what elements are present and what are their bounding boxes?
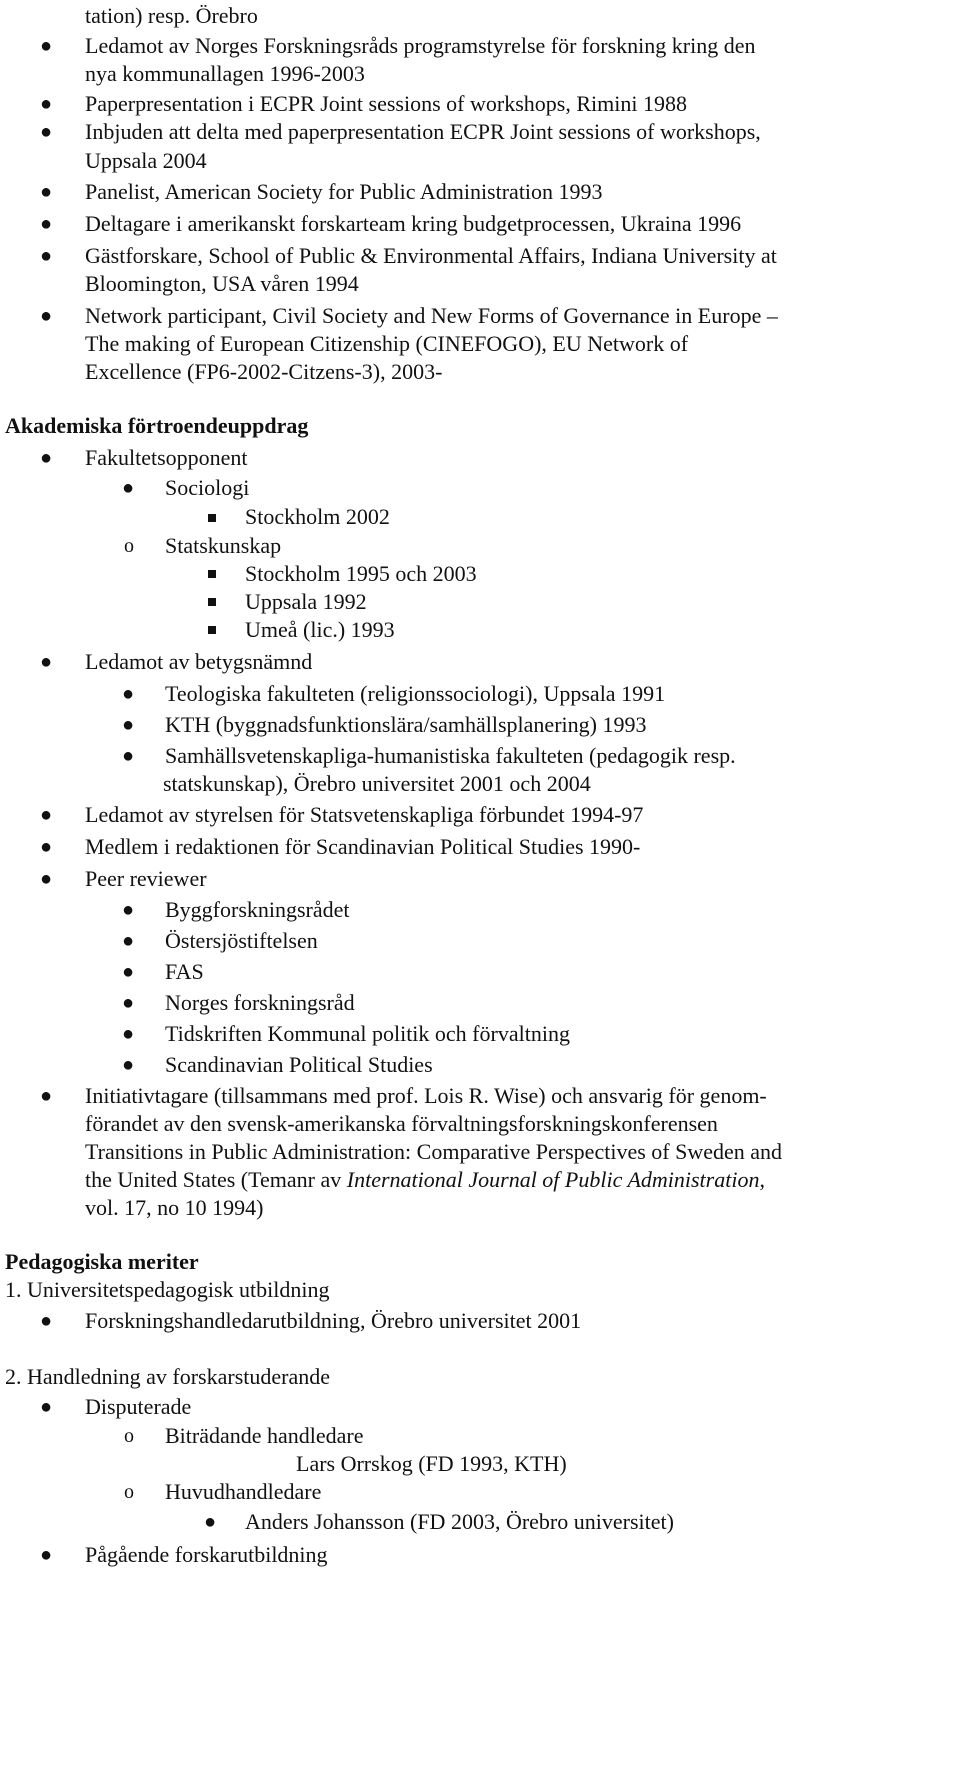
list-item-line: Deltagare i amerikanskt forskarteam kring budgetprocessen, Ukraina 1996 <box>85 211 742 236</box>
list-item-line: KTH (byggnadsfunktionslära/samhällsplanering) 1993 <box>165 712 647 737</box>
journal-title: International Journal of Public Administration <box>346 1167 760 1192</box>
list-item-line: Panelist, American Society for Public Administration 1993 <box>85 179 603 204</box>
square-bullet <box>208 514 216 522</box>
subheading: 1. Universitetspedagogisk utbildning <box>5 1277 330 1302</box>
square-bullet <box>208 598 216 606</box>
bullet: ● <box>40 93 53 115</box>
bullet: ● <box>40 121 53 143</box>
continuation-text: tation) resp. Örebro <box>85 3 258 28</box>
section-heading: Akademiska förtroendeuppdrag <box>5 413 309 438</box>
bullet: ● <box>40 181 53 203</box>
bullet: ● <box>40 447 53 469</box>
list-item-line: Norges forskningsråd <box>165 990 355 1015</box>
list-item-line: Lars Orrskog (FD 1993, KTH) <box>296 1451 567 1476</box>
bullet: ● <box>122 1054 135 1076</box>
list-item-line: Huvudhandledare <box>165 1479 322 1504</box>
bullet: ● <box>122 714 135 736</box>
circle-bullet: o <box>124 1425 134 1447</box>
list-item-line: Gästforskare, School of Public & Environmental Affairs, Indiana University at <box>85 243 777 268</box>
bullet: ● <box>40 245 53 267</box>
list-item-line: Uppsala 2004 <box>85 148 207 173</box>
bullet: ● <box>40 804 53 826</box>
list-item-line: Uppsala 1992 <box>245 589 367 614</box>
list-item-line: The making of European Citizenship (CINEFOGO), EU Network of <box>85 331 689 356</box>
bullet: ● <box>122 961 135 983</box>
bullet: ● <box>40 1085 53 1107</box>
bullet: ● <box>40 1396 53 1418</box>
list-item-line: Transitions in Public Administration: Comparative Perspectives of Sweden and <box>85 1139 783 1164</box>
text-run: , <box>759 1167 765 1192</box>
text-run: the United States (Temanr av <box>85 1167 347 1192</box>
list-item-line: Anders Johansson (FD 2003, Örebro universitet) <box>245 1509 674 1534</box>
list-item-line: Stockholm 2002 <box>245 504 390 529</box>
circle-bullet: o <box>124 535 134 557</box>
list-item-line: Initiativtagare (tillsammans med prof. Lois R. Wise) och ansvarig för genom- <box>85 1083 767 1108</box>
list-item-line: Teologiska fakulteten (religionssociologi), Uppsala 1991 <box>165 681 666 706</box>
list-item-line: Ledamot av betygsnämnd <box>85 649 313 674</box>
bullet: ● <box>40 35 53 57</box>
list-item-line: statskunskap), Örebro universitet 2001 och 2004 <box>163 771 591 796</box>
bullet: ● <box>40 836 53 858</box>
bullet: ● <box>204 1511 217 1533</box>
list-item-line: Pågående forskarutbildning <box>85 1542 328 1567</box>
bullet: ● <box>122 930 135 952</box>
list-item-line: Forskningshandledarutbildning, Örebro universitet 2001 <box>85 1308 582 1333</box>
list-item-line: förandet av den svensk-amerikanska förvaltningsforskningskonferensen <box>85 1111 718 1136</box>
list-item-line: FAS <box>165 959 204 984</box>
section-heading: Pedagogiska meriter <box>5 1249 199 1274</box>
list-item-line: Östersjöstiftelsen <box>165 928 318 953</box>
bullet: ● <box>40 868 53 890</box>
list-item-line <box>85 1166 765 1194</box>
bullet: ● <box>122 899 135 921</box>
list-item-line: Excellence (FP6-2002-Citzens-3), 2003- <box>85 359 443 384</box>
list-item-line: Bloomington, USA våren 1994 <box>85 271 359 296</box>
bullet: ● <box>122 477 135 499</box>
list-item-line: Paperpresentation i ECPR Joint sessions of workshops, Rimini 1988 <box>85 91 687 116</box>
list-item-line: Medlem i redaktionen för Scandinavian Political Studies 1990- <box>85 834 641 859</box>
square-bullet <box>208 570 216 578</box>
list-item-line: Biträdande handledare <box>165 1423 364 1448</box>
list-item-line: Fakultetsopponent <box>85 445 248 470</box>
list-item-line: Ledamot av Norges Forskningsråds programstyrelse för forskning kring den <box>85 33 756 58</box>
bullet: ● <box>40 1310 53 1332</box>
circle-bullet: o <box>124 1481 134 1503</box>
list-item-line: Byggforskningsrådet <box>165 897 350 922</box>
list-item-line: vol. 17, no 10 1994) <box>85 1195 264 1220</box>
bullet: ● <box>122 745 135 767</box>
list-item-line: Scandinavian Political Studies <box>165 1052 433 1077</box>
list-item-line: Network participant, Civil Society and New Forms of Governance in Europe – <box>85 303 778 328</box>
subheading: 2. Handledning av forskarstuderande <box>5 1364 331 1389</box>
list-item-line: Peer reviewer <box>85 866 207 891</box>
list-item-line: Sociologi <box>165 475 250 500</box>
bullet: ● <box>40 651 53 673</box>
list-item-line: Samhällsvetenskapliga-humanistiska fakulteten (pedagogik resp. <box>165 743 736 768</box>
list-item-line: Statskunskap <box>165 533 282 558</box>
list-item-line: nya kommunallagen 1996-2003 <box>85 61 365 86</box>
list-item-line: Ledamot av styrelsen för Statsvetenskapliga förbundet 1994-97 <box>85 802 644 827</box>
square-bullet <box>208 626 216 634</box>
bullet: ● <box>122 1023 135 1045</box>
bullet: ● <box>122 992 135 1014</box>
list-item-line: Inbjuden att delta med paperpresentation ECPR Joint sessions of workshops, <box>85 119 761 144</box>
list-item-line: Disputerade <box>85 1394 192 1419</box>
list-item-line: Stockholm 1995 och 2003 <box>245 561 477 586</box>
bullet: ● <box>40 1544 53 1566</box>
bullet: ● <box>40 213 53 235</box>
list-item-line: Umeå (lic.) 1993 <box>245 617 395 642</box>
bullet: ● <box>40 305 53 327</box>
bullet: ● <box>122 683 135 705</box>
list-item-line: Tidskriften Kommunal politik och förvaltning <box>165 1021 570 1046</box>
